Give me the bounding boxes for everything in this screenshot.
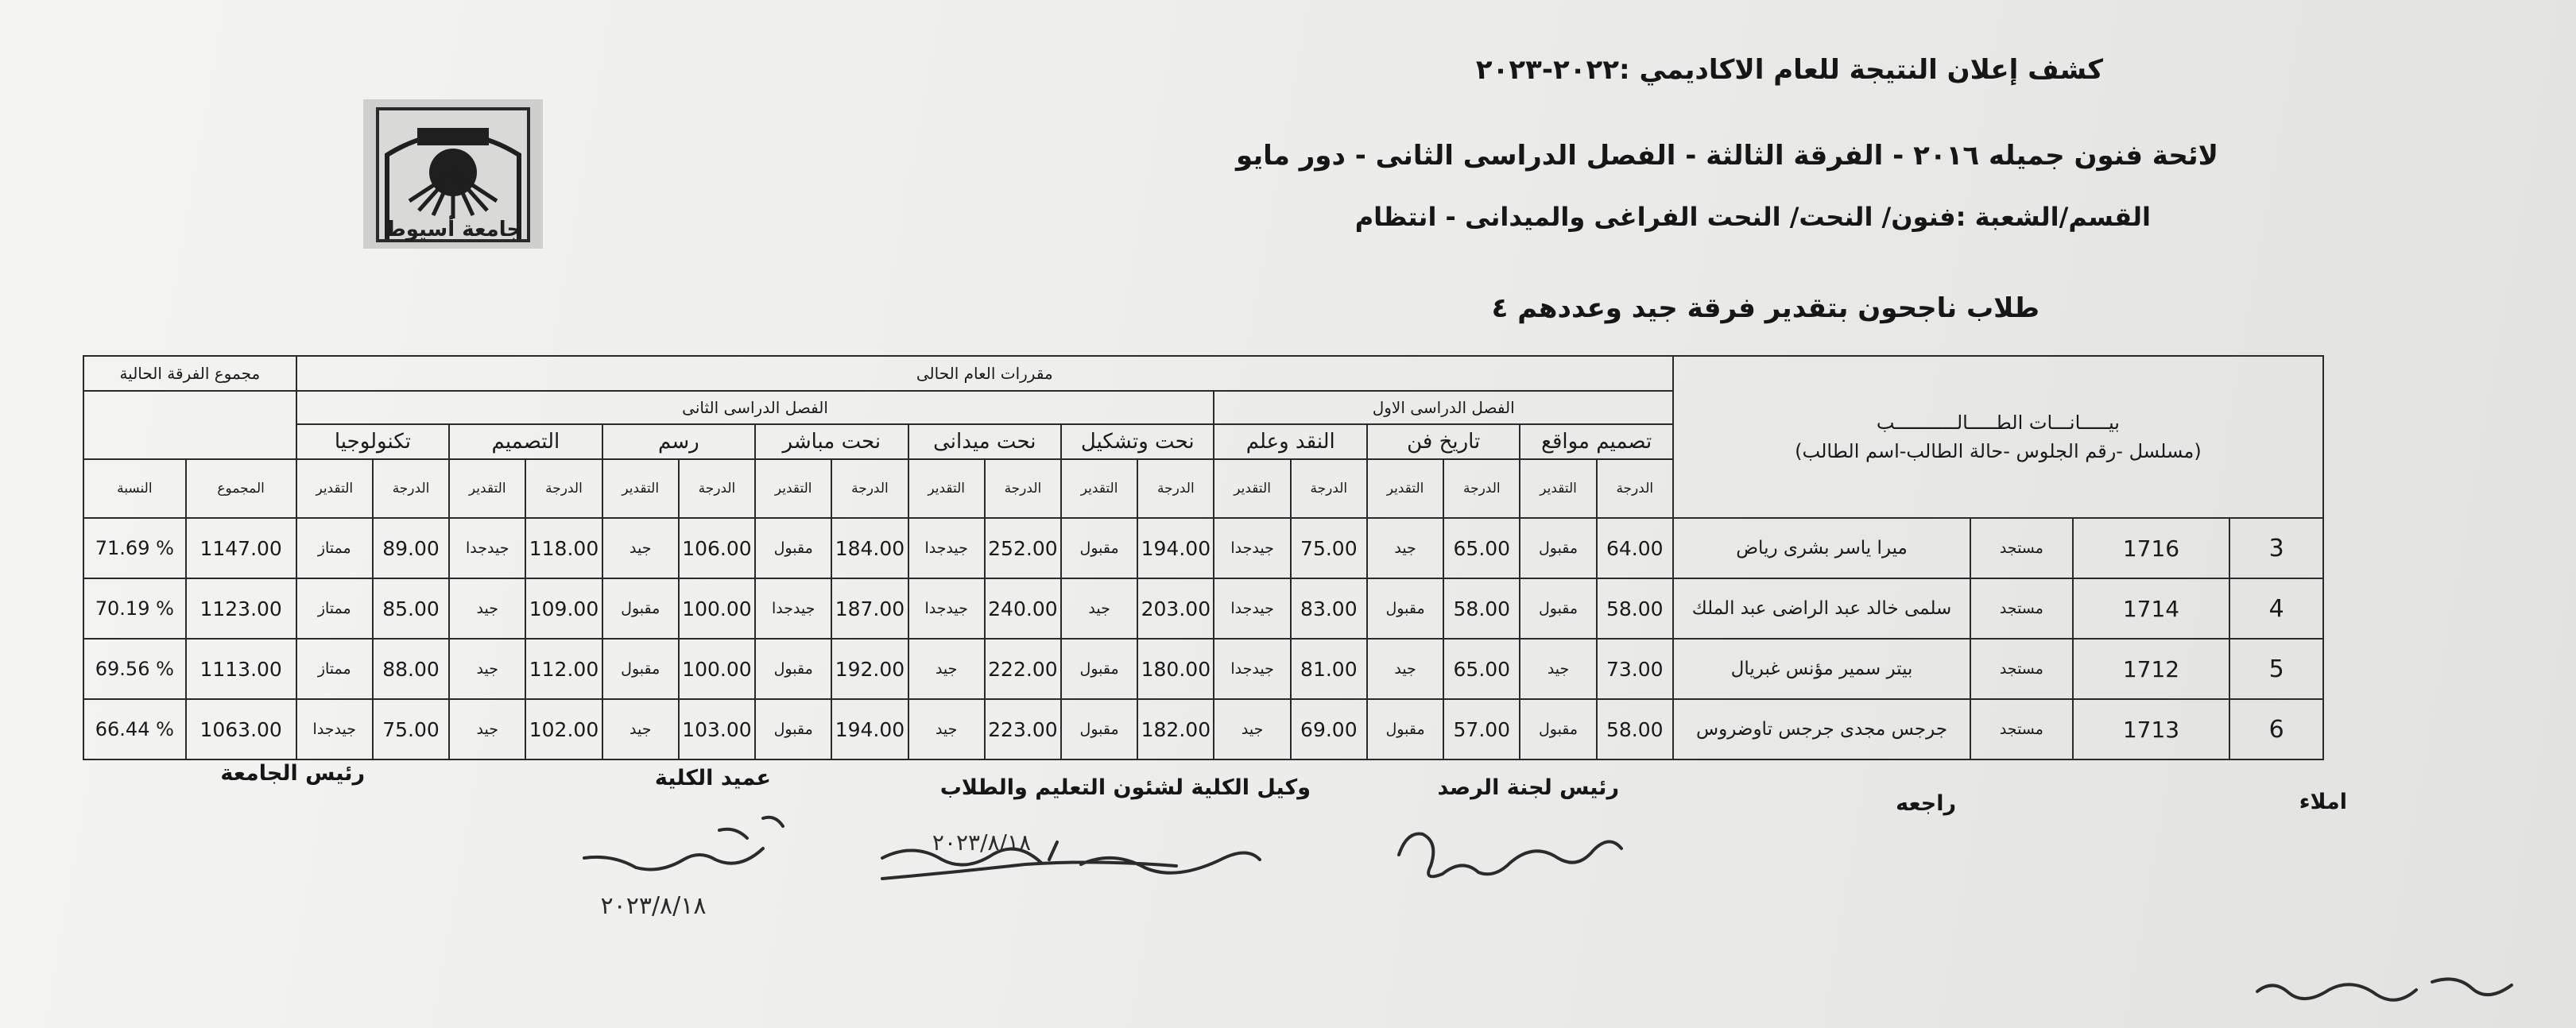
rating-cell: مقبول xyxy=(1520,699,1596,759)
rating-cell: مقبول xyxy=(755,639,831,699)
grade-cell: 69.00 xyxy=(1291,699,1367,759)
seat-number-cell: 1714 xyxy=(2073,578,2230,639)
course-header: نحت مباشر xyxy=(755,424,908,459)
dictation-label: املاء xyxy=(2299,790,2347,814)
rating-cell: جيد xyxy=(449,639,525,699)
table-row xyxy=(83,578,2323,639)
rating-label: التقدير xyxy=(296,459,373,518)
rating-cell: مقبول xyxy=(602,639,679,699)
grade-cell: 222.00 xyxy=(985,639,1061,699)
rating-cell: مقبول xyxy=(1061,699,1137,759)
semester-2-header: الفصل الدراسى الثانى xyxy=(296,391,1214,424)
results-table xyxy=(83,355,2324,760)
course-header: تكنولوجيا xyxy=(296,424,449,459)
grade-cell: 240.00 xyxy=(985,578,1061,639)
rating-label: التقدير xyxy=(1061,459,1137,518)
grade-cell: 81.00 xyxy=(1291,639,1367,699)
rating-cell: جيد xyxy=(602,518,679,578)
grade-cell: 58.00 xyxy=(1597,578,1673,639)
grade-cell: 65.00 xyxy=(1443,518,1520,578)
seat-number-cell: 1713 xyxy=(2073,699,2230,759)
grade-cell: 182.00 xyxy=(1137,699,1214,759)
vice-dean-signature xyxy=(882,842,1260,879)
student-data-title: بيـــــانـــات الطـــــالـــــــــــب xyxy=(1876,412,2120,434)
total-cell: 1063.00 xyxy=(186,699,296,759)
dean-date: ٢٠٢٣/٨/١٨ xyxy=(600,892,707,920)
student-data-subtitle: (مسلسل -رقم الجلوس -حالة الطالب-اسم الطالب) xyxy=(1795,440,2202,462)
course-header: نحت وتشكيل xyxy=(1061,424,1214,459)
rating-cell: مقبول xyxy=(602,578,679,639)
student-name-cell: جرجس مجدى جرجس تاوضروس xyxy=(1673,699,1970,759)
grade-label: الدرجة xyxy=(1291,459,1367,518)
margin-note xyxy=(2257,979,2512,999)
rating-label: التقدير xyxy=(1214,459,1290,518)
percent-label: النسبة xyxy=(83,459,186,518)
status-cell: مستجد xyxy=(1970,578,2072,639)
grade-cell: 203.00 xyxy=(1137,578,1214,639)
reviewed-label: راجعه xyxy=(1896,791,1956,816)
rating-cell: جيد xyxy=(449,699,525,759)
course-header: تصميم مواقع xyxy=(1520,424,1672,459)
grade-cell: 223.00 xyxy=(985,699,1061,759)
grade-cell: 65.00 xyxy=(1443,639,1520,699)
percent-cell: 66.44 % xyxy=(83,699,186,759)
vice-dean-date: ٢٠٢٣/٨/١٨ xyxy=(932,829,1032,856)
grade-cell: 88.00 xyxy=(373,639,449,699)
rating-cell: جيد xyxy=(1367,639,1443,699)
monitoring-head-label: رئيس لجنة الرصد xyxy=(1437,775,1619,800)
grade-cell: 100.00 xyxy=(679,639,755,699)
semester-1-header: الفصل الدراسى الاول xyxy=(1214,391,1672,424)
serial-cell: 5 xyxy=(2229,639,2323,699)
grade-label: الدرجة xyxy=(1443,459,1520,518)
grade-label: الدرجة xyxy=(525,459,602,518)
rating-cell: جيد xyxy=(908,639,985,699)
rating-cell: مقبول xyxy=(755,518,831,578)
rating-cell: جيدجدا xyxy=(296,699,373,759)
grade-cell: 106.00 xyxy=(679,518,755,578)
grade-cell: 192.00 xyxy=(831,639,908,699)
grade-label: الدرجة xyxy=(1597,459,1673,518)
rating-cell: مقبول xyxy=(1520,518,1596,578)
serial-cell: 6 xyxy=(2229,699,2323,759)
course-header: رسم xyxy=(602,424,755,459)
table-row xyxy=(83,699,2323,759)
grade-label: الدرجة xyxy=(373,459,449,518)
grade-label: الدرجة xyxy=(679,459,755,518)
rating-cell: ممتاز xyxy=(296,518,373,578)
rating-cell: جيدجدا xyxy=(1214,639,1290,699)
grade-cell: 118.00 xyxy=(525,518,602,578)
grade-cell: 100.00 xyxy=(679,578,755,639)
rating-cell: ممتاز xyxy=(296,578,373,639)
status-cell: مستجد xyxy=(1970,639,2072,699)
grade-cell: 85.00 xyxy=(373,578,449,639)
monitoring-head-signature xyxy=(1399,834,1621,877)
total-cell: 1113.00 xyxy=(186,639,296,699)
total-cell: 1123.00 xyxy=(186,578,296,639)
grade-cell: 180.00 xyxy=(1137,639,1214,699)
grade-cell: 73.00 xyxy=(1597,639,1673,699)
seat-number-cell: 1716 xyxy=(2073,518,2230,578)
status-cell: مستجد xyxy=(1970,518,2072,578)
rating-cell: جيد xyxy=(602,699,679,759)
seat-number-cell: 1712 xyxy=(2073,639,2230,699)
rating-cell: جيدجدا xyxy=(908,578,985,639)
student-name-cell: ميرا ياسر بشرى رياض xyxy=(1673,518,1970,578)
rating-label: التقدير xyxy=(1520,459,1596,518)
grade-cell: 75.00 xyxy=(373,699,449,759)
rating-label: التقدير xyxy=(1367,459,1443,518)
grade-cell: 64.00 xyxy=(1597,518,1673,578)
rating-cell: جيد xyxy=(1520,639,1596,699)
rating-label: التقدير xyxy=(755,459,831,518)
grade-cell: 194.00 xyxy=(831,699,908,759)
table-row xyxy=(83,639,2323,699)
grade-cell: 57.00 xyxy=(1443,699,1520,759)
rating-cell: مقبول xyxy=(1061,639,1137,699)
rating-cell: جيد xyxy=(1367,518,1443,578)
logo-text: جامعة أسيوط xyxy=(384,218,522,242)
rating-cell: جيد xyxy=(449,578,525,639)
grade-cell: 112.00 xyxy=(525,639,602,699)
percent-cell: 70.19 % xyxy=(83,578,186,639)
current-level-total-header: مجموع الفرقة الحالية xyxy=(83,356,296,391)
student-data-header xyxy=(1673,356,2323,518)
grade-cell: 83.00 xyxy=(1291,578,1367,639)
grade-label: الدرجة xyxy=(985,459,1061,518)
rating-cell: جيدجدا xyxy=(449,518,525,578)
rating-label: التقدير xyxy=(602,459,679,518)
grade-cell: 103.00 xyxy=(679,699,755,759)
percent-cell: 69.56 % xyxy=(83,639,186,699)
dean-signature xyxy=(584,817,783,870)
course-header: تاريخ فن xyxy=(1367,424,1520,459)
university-president-label: رئيس الجامعة xyxy=(220,761,365,786)
grade-cell: 109.00 xyxy=(525,578,602,639)
serial-cell: 3 xyxy=(2229,518,2323,578)
rating-label: التقدير xyxy=(908,459,985,518)
university-logo xyxy=(363,99,543,249)
rating-cell: جيد xyxy=(1061,578,1137,639)
rating-cell: ممتاز xyxy=(296,639,373,699)
department-line: القسم/الشعبة :فنون/ النحت/ النحت الفراغى والميدانى - انتظام xyxy=(1354,202,2151,232)
rating-cell: جيدجدا xyxy=(908,518,985,578)
course-header: النقد وعلم xyxy=(1214,424,1366,459)
course-header: التصميم xyxy=(449,424,602,459)
current-year-courses-header: مقررات العام الحالى xyxy=(296,356,1673,391)
rating-cell: جيدجدا xyxy=(1214,578,1290,639)
rating-cell: جيدجدا xyxy=(1214,518,1290,578)
percent-cell: 71.69 % xyxy=(83,518,186,578)
serial-cell: 4 xyxy=(2229,578,2323,639)
grade-cell: 58.00 xyxy=(1597,699,1673,759)
total-label: المجموع xyxy=(186,459,296,518)
rating-cell: مقبول xyxy=(1061,518,1137,578)
rating-cell: جيدجدا xyxy=(755,578,831,639)
grade-cell: 184.00 xyxy=(831,518,908,578)
total-cell: 1147.00 xyxy=(186,518,296,578)
rating-cell: مقبول xyxy=(1520,578,1596,639)
grade-cell: 102.00 xyxy=(525,699,602,759)
grade-cell: 194.00 xyxy=(1137,518,1214,578)
rating-cell: جيد xyxy=(1214,699,1290,759)
status-cell: مستجد xyxy=(1970,699,2072,759)
grade-label: الدرجة xyxy=(1137,459,1214,518)
student-name-cell: سلمى خالد عبد الراضى عبد الملك xyxy=(1673,578,1970,639)
rating-cell: مقبول xyxy=(1367,578,1443,639)
grade-cell: 252.00 xyxy=(985,518,1061,578)
rating-cell: مقبول xyxy=(1367,699,1443,759)
course-header: نحت ميدانى xyxy=(908,424,1061,459)
grade-label: الدرجة xyxy=(831,459,908,518)
totals-spacer xyxy=(83,391,296,459)
grade-cell: 187.00 xyxy=(831,578,908,639)
rating-cell: مقبول xyxy=(755,699,831,759)
students-count-line: طلاب ناجحون بتقدير فرقة جيد وعددهم ٤ xyxy=(1491,292,2039,324)
grade-cell: 89.00 xyxy=(373,518,449,578)
vice-dean-label: وكيل الكلية لشئون التعليم والطلاب xyxy=(939,775,1311,800)
dean-label: عميد الكلية xyxy=(654,766,771,790)
grade-cell: 58.00 xyxy=(1443,578,1520,639)
rating-cell: جيد xyxy=(908,699,985,759)
report-title: كشف إعلان النتيجة للعام الاكاديمي :٢٠٢٢-٢٠٢٣ xyxy=(1475,54,2103,86)
rating-label: التقدير xyxy=(449,459,525,518)
table-row xyxy=(83,518,2323,578)
grade-cell: 75.00 xyxy=(1291,518,1367,578)
regulation-line: لائحة فنون جميله ٢٠١٦ - الفرقة الثالثة - الفصل الدراسى الثانى - دور مايو xyxy=(1236,140,2218,172)
student-name-cell: بيتر سمير مؤنس غبريال xyxy=(1673,639,1970,699)
